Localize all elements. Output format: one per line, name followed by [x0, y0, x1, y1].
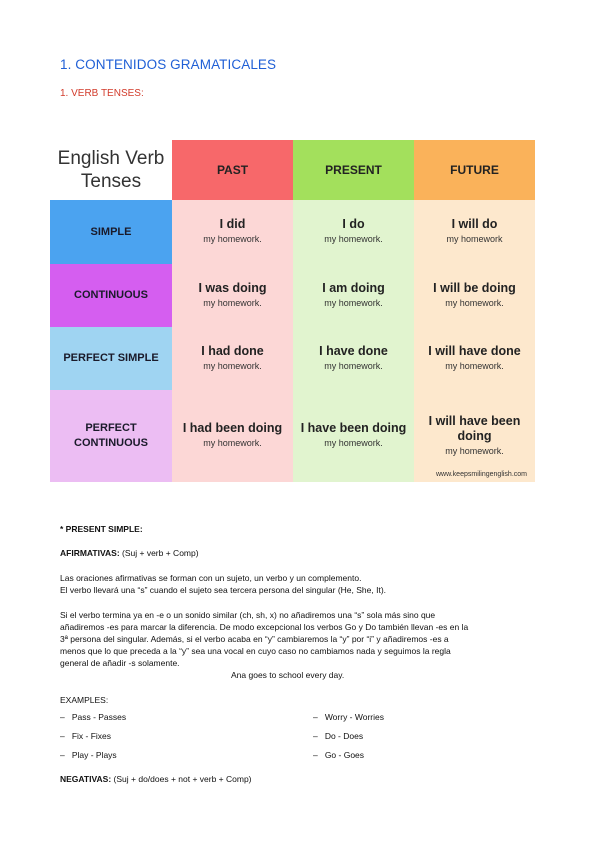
negativas-label: NEGATIVAS: — [60, 774, 112, 784]
dash-bullet-icon: – — [313, 712, 325, 722]
dash-bullet-icon: – — [313, 731, 325, 741]
verb-form: was doing — [205, 280, 267, 295]
pronoun: I — [428, 413, 433, 428]
verb-form: am doing — [329, 280, 385, 295]
afirmativas-label: AFIRMATIVAS: — [60, 548, 120, 558]
table-cell — [414, 264, 535, 327]
verb-object: my homework. — [324, 360, 383, 371]
verb-object: my homework. — [445, 297, 504, 308]
row-label-simple: SIMPLE — [50, 200, 172, 264]
example-item: Pass - Passes — [71, 712, 127, 722]
verb-form: will do — [458, 217, 498, 231]
verb-object: my homework — [446, 234, 503, 244]
cell-text — [420, 414, 529, 444]
examples-left-list — [60, 711, 126, 768]
verb-form: had been doing — [189, 421, 283, 435]
paragraph-2-line: Si el verbo termina ya en -e o un sonido similar (ch, sh, x) no añadiremos una “s” sola más sino que — [60, 610, 436, 620]
list-item — [313, 730, 384, 749]
paragraph-2-line: añadiremos -es para marcar la diferencia. De modo excepcional los verbos Go y Do también llevan -es en la — [60, 622, 469, 632]
verb-object: my homework. — [203, 297, 262, 308]
table-cell — [293, 390, 414, 482]
table-cell — [414, 390, 535, 482]
verb-form: had done — [208, 343, 264, 358]
list-item — [313, 711, 384, 730]
row-label-perfect-simple: PERFECT SIMPLE — [50, 327, 172, 390]
negativas-formula: (Suj + do/does + not + verb + Comp) — [113, 774, 252, 784]
verb-form: do — [349, 217, 365, 231]
row-label-perfect-continuous: PERFECT CONTINUOUS — [50, 390, 172, 482]
paragraph-1-line: Las oraciones afirmativas se forman con un sujeto, un verbo y un complemento. — [60, 573, 362, 583]
paragraph-2-line: general de añadir -s solamente. — [60, 658, 180, 668]
examples-right-list — [313, 711, 384, 768]
paragraph-1-line: El verbo llevará una “s” cuando el sujeto sea tercera persona del singular (He, She, It). — [60, 585, 387, 595]
verb-form: did — [226, 217, 246, 231]
pronoun: I — [428, 343, 432, 358]
table-cell — [172, 264, 293, 327]
table-title-line2: Tenses — [80, 171, 142, 192]
pronoun: I — [342, 217, 346, 231]
afirmativas-formula: (Suj + verb + Comp) — [122, 548, 199, 558]
cell-text — [342, 217, 364, 232]
verb-object: my homework. — [203, 438, 262, 448]
list-item — [60, 711, 126, 730]
verb-object: my homework. — [203, 234, 262, 244]
cell-text — [319, 344, 388, 359]
negativas-line — [60, 773, 252, 785]
table-cell — [172, 390, 293, 482]
paragraph-2-line: 3ª persona del singular. Además, si el verbo acaba en “y” cambiaremos la “y” por “i” y añadiremos -es a — [60, 634, 449, 644]
afirmativas-line — [60, 547, 199, 559]
verb-form: will be doing — [440, 280, 516, 295]
table-cell — [172, 200, 293, 264]
header-present: PRESENT — [293, 140, 414, 200]
cell-text — [198, 281, 266, 296]
verb-object: my homework. — [324, 234, 383, 244]
pronoun: I — [319, 343, 323, 358]
example-sentence: Ana goes to school every day. — [231, 670, 345, 680]
cell-text — [301, 421, 407, 436]
cell-text — [183, 421, 282, 436]
verb-tenses-table — [50, 140, 535, 482]
list-item — [60, 749, 126, 768]
example-item: Do - Does — [324, 731, 364, 741]
dash-bullet-icon: – — [60, 712, 72, 722]
cell-text — [452, 217, 498, 232]
row-label-continuous: CONTINUOUS — [50, 264, 172, 327]
verb-form: have done — [326, 343, 388, 358]
cell-text — [433, 281, 516, 296]
cell-text — [201, 344, 264, 359]
verb-object: my homework. — [324, 438, 383, 448]
dash-bullet-icon: – — [60, 731, 72, 741]
table-cell — [293, 327, 414, 390]
example-item: Fix - Fixes — [71, 731, 112, 741]
present-simple-title: * PRESENT SIMPLE: — [60, 524, 143, 534]
pronoun: I — [219, 217, 224, 231]
pronoun: I — [300, 421, 305, 435]
verb-object: my homework. — [445, 445, 504, 456]
table-credit: www.keepsmilingenglish.com — [435, 471, 527, 478]
example-item: Play - Plays — [71, 750, 117, 760]
list-item — [60, 730, 126, 749]
header-past: PAST — [172, 140, 293, 200]
pronoun: I — [433, 280, 437, 295]
table-cell — [172, 327, 293, 390]
example-item: Worry - Worries — [324, 712, 384, 722]
table-title-line1: English Verb — [57, 148, 165, 169]
example-item: Go - Goes — [324, 750, 365, 760]
pronoun: I — [451, 217, 456, 231]
cell-text — [428, 344, 520, 359]
dash-bullet-icon: – — [60, 750, 72, 760]
verb-object: my homework. — [203, 360, 262, 371]
section-subheading: 1. VERB TENSES: — [60, 88, 144, 99]
cell-text — [220, 217, 246, 232]
verb-form: will have done — [435, 343, 521, 358]
header-future: FUTURE — [414, 140, 535, 200]
page-heading: 1. CONTENIDOS GRAMATICALES — [60, 57, 277, 72]
table-cell — [414, 200, 535, 264]
dash-bullet-icon: – — [313, 750, 325, 760]
paragraph-2 — [60, 609, 550, 669]
cell-text — [322, 281, 385, 296]
table-cell — [414, 327, 535, 390]
table-cell — [293, 200, 414, 264]
paragraph-2-line: menos que lo que preceda a la “y” sea una vocal en cuyo caso no cambiamos nada y seguimos la regla — [60, 646, 451, 656]
pronoun: I — [198, 280, 202, 295]
examples-label: EXAMPLES: — [60, 695, 109, 705]
list-item — [313, 749, 384, 768]
verb-object: my homework. — [445, 360, 504, 371]
paragraph-1 — [60, 572, 386, 596]
verb-form: will have been doing — [435, 413, 521, 443]
pronoun: I — [182, 421, 187, 435]
table-cell — [293, 264, 414, 327]
pronoun: I — [201, 343, 205, 358]
verb-form: have been doing — [307, 421, 407, 435]
verb-object: my homework. — [324, 297, 383, 308]
table-title — [50, 140, 172, 200]
pronoun: I — [322, 280, 326, 295]
